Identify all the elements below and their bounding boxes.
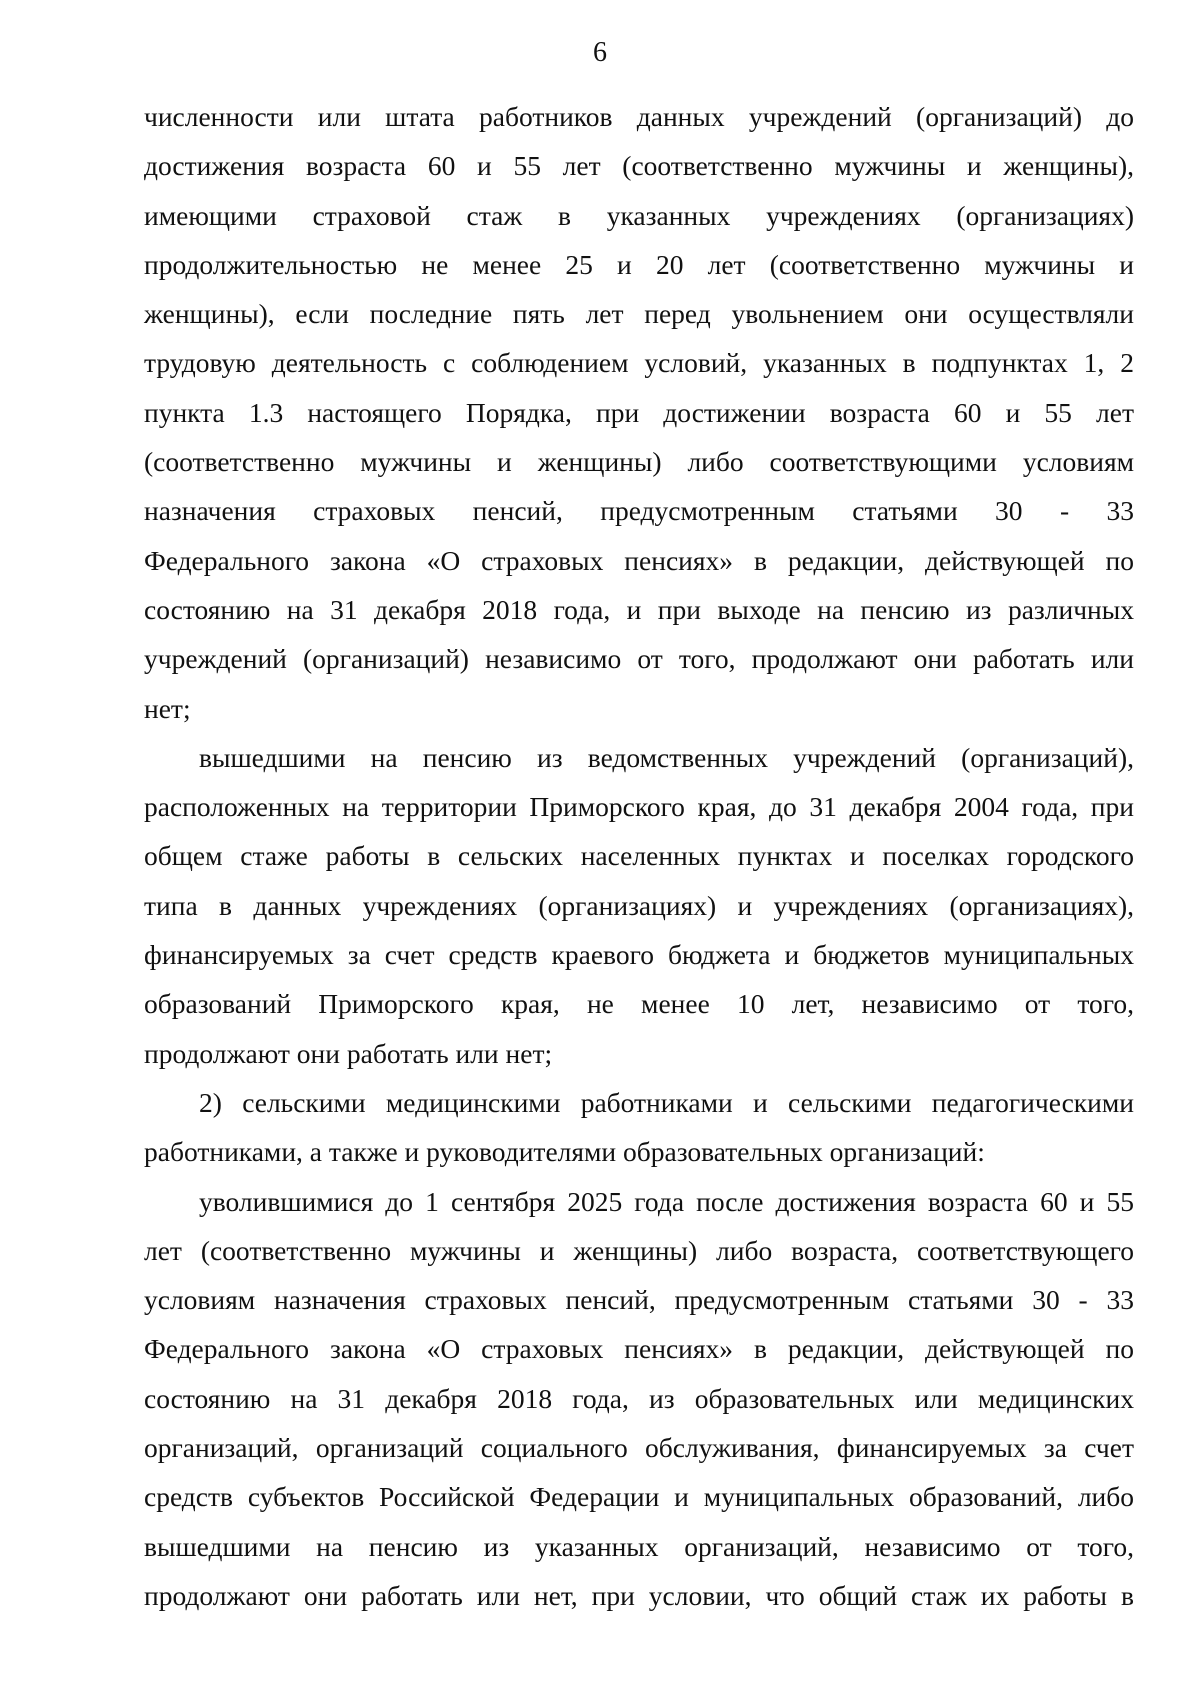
text-line: состоянию на 31 декабря 2018 года, и при выходе на пенсию из различных (144, 593, 1134, 625)
text-line: продолжают они работать или нет; (144, 1037, 553, 1069)
text-line: пункта 1.3 настоящего Порядка, при достижении возраста 60 и 55 лет (144, 396, 1134, 428)
text-line: имеющими страховой стаж в указанных учреждениях (организациях) (144, 199, 1134, 231)
text-line: лет (соответственно мужчины и женщины) либо возраста, соответствующего (144, 1234, 1134, 1266)
text-line: финансируемых за счет средств краевого бюджета и бюджетов муниципальных (144, 939, 1134, 971)
text-line: продолжительностью не менее 25 и 20 лет (соответственно мужчины и (144, 248, 1134, 280)
text-line: учреждений (организаций) независимо от того, продолжают они работать или (144, 643, 1134, 675)
text-line: общем стаже работы в сельских населенных пунктах и поселках городского (144, 840, 1134, 872)
page-number: 6 (593, 37, 607, 68)
text-line: организаций, организаций социального обслуживания, финансируемых за счет (144, 1432, 1134, 1464)
text-line: расположенных на территории Приморского края, до 31 декабря 2004 года, при (144, 791, 1134, 823)
text-line: состоянию на 31 декабря 2018 года, из образовательных или медицинских (144, 1382, 1134, 1414)
text-line: женщины), если последние пять лет перед увольнением они осуществляли (144, 298, 1134, 330)
text-line: средств субъектов Российской Федерации и муниципальных образований, либо (144, 1481, 1134, 1513)
document-body (144, 92, 1134, 1620)
text-line: численности или штата работников данных учреждений (организаций) до (144, 101, 1134, 132)
text-line: достижения возраста 60 и 55 лет (соответственно мужчины и женщины), (144, 150, 1134, 182)
text-line: условиям назначения страховых пенсий, предусмотренным статьями 30 - 33 (144, 1284, 1134, 1316)
text-line: Федерального закона «О страховых пенсиях» в редакции, действующей по (144, 544, 1134, 576)
text-line: вышедшими на пенсию из ведомственных учреждений (организаций), (199, 741, 1134, 773)
text-line: работниками, а также и руководителями образовательных организаций: (144, 1136, 985, 1168)
text-line: нет; (144, 692, 191, 724)
text-line: типа в данных учреждениях (организациях) и учреждениях (организациях), (144, 889, 1134, 921)
text-line: трудовую деятельность с соблюдением условий, указанных в подпунктах 1, 2 (144, 347, 1134, 379)
text-line: назначения страховых пенсий, предусмотренным статьями 30 - 33 (144, 495, 1134, 527)
text-line: вышедшими на пенсию из указанных организаций, независимо от того, (144, 1530, 1134, 1562)
text-line: (соответственно мужчины и женщины) либо соответствующими условиям (144, 446, 1134, 478)
text-line: образований Приморского края, не менее 10 лет, независимо от того, (144, 988, 1134, 1020)
text-line: 2) сельскими медицинскими работниками и сельскими педагогическими (199, 1086, 1134, 1118)
text-line: Федерального закона «О страховых пенсиях» в редакции, действующей по (144, 1333, 1134, 1365)
text-line: уволившимися до 1 сентября 2025 года после достижения возраста 60 и 55 (199, 1185, 1134, 1217)
text-line: продолжают они работать или нет, при условии, что общий стаж их работы в (144, 1579, 1134, 1611)
